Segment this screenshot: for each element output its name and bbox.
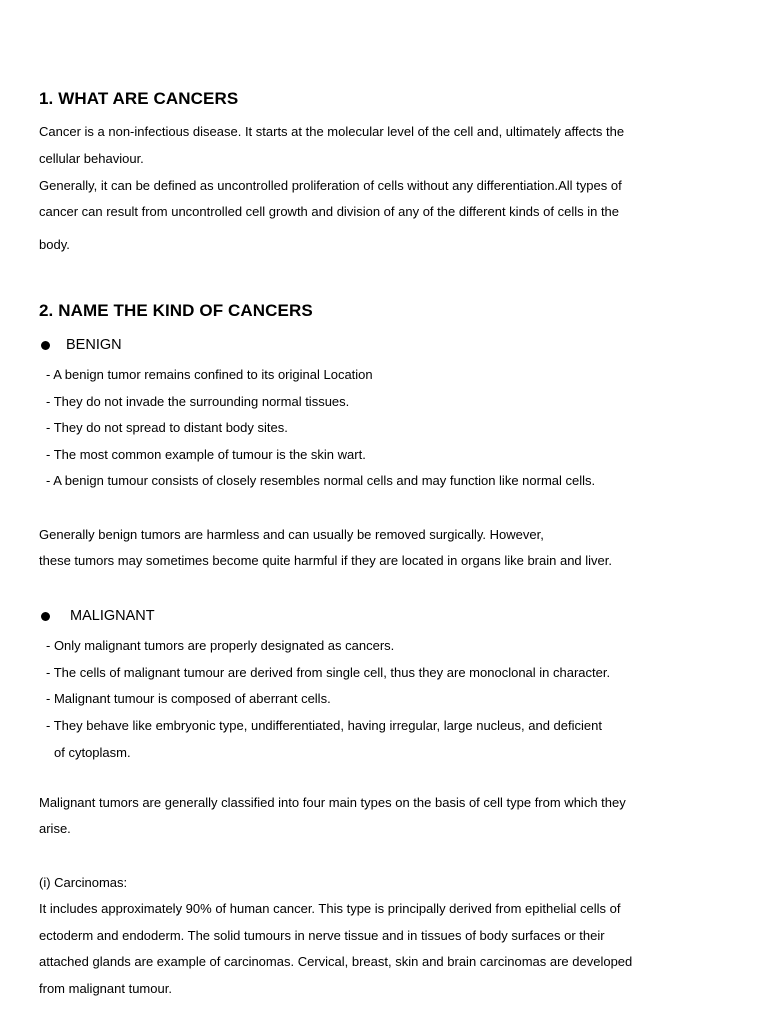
benign-label: BENIGN (66, 337, 122, 353)
carcinomas-title: (i) Carcinomas: (39, 875, 128, 890)
paragraph-line: attached glands are example of carcinomas. Cervical, breast, skin and brain carcinomas are developed (39, 954, 633, 969)
list-item: - The most common example of tumour is the skin wart. (46, 447, 366, 462)
malignant-label: MALIGNANT (70, 608, 155, 624)
list-item: - A benign tumor remains confined to its original Location (46, 367, 373, 382)
list-item: of cytoplasm. (54, 745, 131, 760)
malignant-summary-line: Malignant tumors are generally classified into four main types on the basis of cell type from which they (39, 795, 626, 810)
list-item: - They do not invade the surrounding normal tissues. (46, 394, 350, 409)
list-item: - A benign tumour consists of closely resembles normal cells and may function like normal cells. (46, 473, 596, 488)
paragraph-line: body. (39, 237, 70, 252)
paragraph-line: Cancer is a non-infectious disease. It starts at the molecular level of the cell and, ultimately affects the (39, 124, 625, 139)
list-item: - Only malignant tumors are properly designated as cancers. (46, 638, 395, 653)
paragraph-line: from malignant tumour. (39, 981, 172, 996)
bullet-icon (41, 341, 50, 350)
list-item: - The cells of malignant tumour are derived from single cell, thus they are monoclonal in character. (46, 665, 611, 680)
section-1-heading: 1. WHAT ARE CANCERS (39, 89, 239, 108)
paragraph-line: ectoderm and endoderm. The solid tumours in nerve tissue and in tissues of body surfaces or their (39, 928, 605, 943)
paragraph-line: Generally, it can be defined as uncontrolled proliferation of cells without any differentiation.All types of (39, 178, 622, 193)
list-item: - They behave like embryonic type, undifferentiated, having irregular, large nucleus, and deficient (46, 718, 602, 733)
bullet-icon (41, 612, 50, 621)
paragraph-line: cellular behaviour. (39, 151, 144, 166)
benign-summary-line: Generally benign tumors are harmless and can usually be removed surgically. However, (39, 527, 544, 542)
list-item: - Malignant tumour is composed of aberrant cells. (46, 691, 331, 706)
paragraph-line: It includes approximately 90% of human cancer. This type is principally derived from epithelial cells of (39, 901, 621, 916)
paragraph-line: cancer can result from uncontrolled cell growth and division of any of the different kinds of cells in the (39, 204, 620, 219)
list-item: - They do not spread to distant body sites. (46, 420, 288, 435)
malignant-summary-line: arise. (39, 821, 71, 836)
section-2-heading: 2. NAME THE KIND OF CANCERS (39, 301, 313, 320)
document-page (39, 0, 739, 1024)
benign-summary-line: these tumors may sometimes become quite harmful if they are located in organs like brain and liver. (39, 553, 612, 568)
